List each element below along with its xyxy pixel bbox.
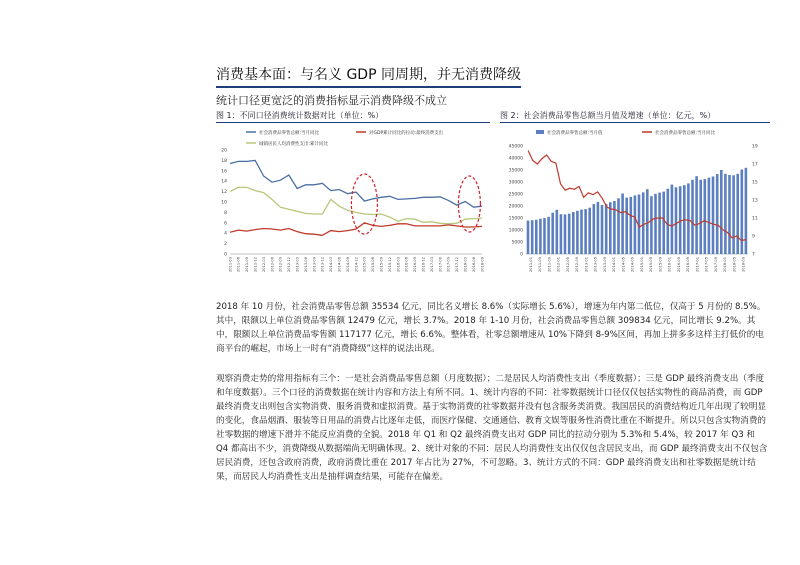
- bar: [617, 198, 620, 254]
- bar: [535, 220, 538, 254]
- bar: [687, 183, 690, 254]
- y-tick-label: 25000: [508, 192, 523, 198]
- x-tick-label: 2015-12: [387, 257, 392, 273]
- y-tick-label: 4: [224, 231, 227, 237]
- page-subtitle: 统计口径更宽泛的消费指标显示消费降级不成立: [216, 94, 447, 107]
- bar: [646, 189, 649, 254]
- bar: [576, 211, 579, 254]
- y-tick-label: 0: [520, 252, 523, 258]
- x-tick-label: 2012-12: [287, 257, 292, 273]
- y-tick-label: 10000: [508, 228, 523, 234]
- bar: [728, 175, 731, 254]
- x-tick-label: 2015-03: [362, 257, 367, 273]
- bar: [691, 180, 694, 254]
- y2-tick-label: 15: [752, 180, 758, 186]
- x-tick-label: 2014-05: [621, 257, 626, 273]
- y-tick-label: 8: [224, 210, 227, 216]
- bar: [584, 209, 587, 254]
- figure1-chart: [216, 124, 492, 286]
- bar: [716, 174, 719, 254]
- x-tick-label: 2011-03: [228, 257, 233, 273]
- bar: [539, 219, 542, 254]
- x-tick-label: 2014-09: [345, 257, 350, 273]
- x-tick-label: 2013-09: [602, 257, 607, 273]
- legend-label: 城镇居民人均消费性支出:累计同比: [259, 142, 329, 147]
- x-tick-label: 2013-09: [312, 257, 317, 273]
- series-line-2: [230, 223, 482, 236]
- bar: [531, 220, 534, 254]
- bar: [568, 214, 571, 254]
- y-tick-label: 45000: [508, 144, 523, 150]
- x-tick-label: 2015-09: [379, 257, 384, 273]
- bar: [642, 192, 645, 254]
- y2-tick-label: 13: [752, 198, 758, 204]
- y-tick-label: 14: [221, 179, 227, 185]
- x-tick-label: 2012-09: [575, 257, 580, 273]
- x-tick-label: 2017-09: [713, 257, 718, 273]
- x-tick-label: 2015-01: [639, 257, 644, 273]
- bar: [593, 204, 596, 254]
- y-tick-label: 30000: [508, 180, 523, 186]
- bar: [741, 170, 744, 255]
- y-tick-label: 2: [224, 242, 227, 248]
- x-tick-label: 2017-01: [695, 257, 700, 273]
- figure2-caption: 图 2：社会消费品零售总额当月值及增速（单位：亿元，%）: [500, 111, 716, 120]
- y-tick-label: 20000: [508, 204, 523, 210]
- x-tick-label: 2012-05: [565, 257, 570, 273]
- x-tick-label: 2011-12: [253, 257, 258, 273]
- x-tick-label: 2016-01: [667, 257, 672, 273]
- bar: [527, 221, 530, 254]
- x-tick-label: 2016-03: [396, 257, 401, 273]
- bar: [547, 217, 550, 254]
- legend-label: 社会消费品零售总额:当月同比: [655, 131, 716, 136]
- figure2-chart: [500, 124, 770, 286]
- bar: [630, 197, 633, 254]
- y2-tick-label: 17: [752, 162, 758, 168]
- x-tick-label: 2016-05: [676, 257, 681, 273]
- bar: [704, 179, 707, 254]
- x-tick-label: 2017-09: [446, 257, 451, 273]
- bar: [551, 213, 554, 254]
- bar: [736, 174, 739, 254]
- x-tick-label: 2015-06: [371, 257, 376, 273]
- x-tick-label: 2012-06: [270, 257, 275, 273]
- x-tick-label: 2012-03: [261, 257, 266, 273]
- bar: [609, 202, 612, 254]
- y-tick-label: 0: [224, 252, 227, 258]
- y-tick-label: 10: [221, 200, 227, 206]
- y2-tick-label: 9: [752, 234, 755, 240]
- y-tick-label: 12: [221, 190, 227, 196]
- paragraph-consumption-indicators: 观察消费走势的常用指标有三个：一是社会消费品零售总额（月度数据）；二是居民人均消费性支出（季度数据）；三是 GDP 最终消费支出（季度和年度数据）。三个口径的消费数据在统计内容和方法上有所不同。1、统计内容的不同：社零数据统计口径仅仅包括实物性的商品消费，而 GDP 最终消费支出则包含实物消费、服务消费和虚拟消费。基于实物消费的社零数据并没有包含服务类消费。我国居民的消费结构近几年出现了较明显的变化，食品烟酒、服装等日用品的消费占比逐年走低，而医疗保健、交通通信、教育文娱等服务性消费比重在不断提升。所以只包含实物消费的社零数据的增速下滑并不能反应消费的全貌。2018 年 Q1 和 Q2 最终消费支出对 GDP 同比的拉动分别为 5.3%和 5.4%，较 2017 年 Q3 和 Q4 都高出不少，消费降级从数据端尚无明确体现。2、统计对象的不同：居民人均消费性支出仅仅包含居民支出，而 GDP 最终消费支出不仅包含居民消费，还包含政府消费，政府消费比重在 2017 年占比为 27%，不可忽略。3、统计方式的不同：GDP 最终消费支出和社零数据是统计结果，而居民人均消费性支出是抽样调查结果，可能存在偏差。: [216, 374, 768, 482]
- x-tick-label: 2016-09: [686, 257, 691, 273]
- bar: [695, 176, 698, 254]
- bar: [724, 174, 727, 254]
- bar: [543, 218, 546, 254]
- x-tick-label: 2015-05: [649, 257, 654, 273]
- y2-tick-label: 19: [752, 144, 758, 150]
- x-tick-label: 2012-01: [556, 257, 561, 273]
- x-tick-label: 2014-01: [612, 257, 617, 273]
- bar: [654, 194, 657, 254]
- y-tick-label: 6: [224, 221, 227, 227]
- legend-swatch: [536, 130, 544, 134]
- y-tick-label: 40000: [508, 156, 523, 162]
- x-tick-label: 2011-09: [547, 257, 552, 273]
- y-tick-label: 16: [221, 169, 227, 175]
- x-tick-label: 2013-12: [320, 257, 325, 273]
- bar: [597, 202, 600, 254]
- bar: [625, 198, 628, 254]
- x-tick-label: 2014-06: [337, 257, 342, 273]
- bar: [650, 196, 653, 254]
- x-tick-label: 2011-06: [236, 257, 241, 273]
- figure2-rule: [500, 122, 770, 123]
- figure1-rule: [216, 122, 490, 123]
- x-tick-label: 2018-06: [471, 257, 476, 273]
- page-title: 消费基本面：与名义 GDP 同周期，并无消费降级: [216, 64, 521, 88]
- figure1-caption: 图 1：不同口径消费统计数据对比（单位：%）: [216, 111, 384, 120]
- bar: [580, 210, 583, 254]
- bar: [675, 187, 678, 254]
- x-tick-label: 2014-12: [354, 257, 359, 273]
- x-tick-label: 2017-06: [438, 257, 443, 273]
- x-tick-label: 2013-06: [303, 257, 308, 273]
- y-tick-label: 20: [221, 148, 227, 154]
- series-line-1: [230, 160, 482, 207]
- bar: [745, 168, 748, 254]
- bar: [720, 170, 723, 254]
- x-tick-label: 2013-05: [593, 257, 598, 273]
- bar: [564, 214, 567, 254]
- y-tick-label: 18: [221, 158, 227, 164]
- x-tick-label: 2018-09: [480, 257, 485, 273]
- x-tick-label: 2018-09: [741, 257, 746, 273]
- bar: [556, 210, 559, 254]
- bar: [560, 214, 563, 254]
- y-tick-label: 5000: [511, 240, 523, 246]
- y2-tick-label: 11: [752, 216, 758, 222]
- legend-label: 社会消费品零售总额:当月值: [547, 131, 603, 136]
- x-tick-label: 2017-12: [455, 257, 460, 273]
- y-tick-label: 35000: [508, 168, 523, 174]
- bar: [699, 180, 702, 254]
- bar: [634, 195, 637, 254]
- bar: [712, 177, 715, 255]
- x-tick-label: 2016-09: [413, 257, 418, 273]
- x-tick-label: 2014-09: [630, 257, 635, 273]
- bar: [588, 208, 591, 254]
- x-tick-label: 2016-06: [404, 257, 409, 273]
- legend-label: 社会消费品零售总额:当月同比: [259, 131, 320, 136]
- x-tick-label: 2018-03: [463, 257, 468, 273]
- x-tick-label: 2011-01: [528, 257, 533, 273]
- bar: [671, 185, 674, 254]
- bar: [621, 194, 624, 255]
- x-tick-label: 2012-09: [278, 257, 283, 273]
- highlight-ellipse: [351, 174, 377, 234]
- x-tick-label: 2011-05: [538, 257, 543, 273]
- bar: [658, 193, 661, 254]
- bar: [732, 175, 735, 254]
- x-tick-label: 2017-03: [429, 257, 434, 273]
- bar: [601, 205, 604, 254]
- y2-tick-label: 7: [752, 252, 755, 258]
- x-tick-label: 2015-09: [658, 257, 663, 273]
- x-tick-label: 2018-01: [723, 257, 728, 273]
- x-tick-label: 2018-05: [732, 257, 737, 273]
- bar: [708, 178, 711, 254]
- bar: [662, 192, 665, 254]
- legend-label: 对GDP累计同比的拉动:最终消费支出: [369, 131, 444, 136]
- x-tick-label: 2014-03: [329, 257, 334, 273]
- y-tick-label: 15000: [508, 216, 523, 222]
- x-tick-label: 2017-05: [704, 257, 709, 273]
- x-tick-label: 2013-03: [295, 257, 300, 273]
- bar: [572, 212, 575, 254]
- bar: [667, 189, 670, 254]
- paragraph-retail-sales: 2018 年 10 月份，社会消费品零售总额 35534 亿元，同比名义增长 8.6%（实际增长 5.6%），增速为年内第二低位，仅高于 5 月份的 8.5%。其中，限额以上单位消费品零售额 12479 亿元，增长 3.7%。2018 年 1-10 月份，社会消费品零售总额 309834 亿元，同比增长 9.2%。其中，限额以上单位消费品零售额 117177 亿元，增长 6.6%。整体看，社零总额增速从 10%下降到 8-9%区间，再加上拼多多这样主打低价的电商平台的崛起，市场上一时有“消费降级”这样的说法出现。: [216, 302, 766, 354]
- bar: [605, 204, 608, 254]
- x-tick-label: 2013-01: [584, 257, 589, 273]
- x-tick-label: 2016-12: [421, 257, 426, 273]
- x-tick-label: 2011-09: [245, 257, 250, 273]
